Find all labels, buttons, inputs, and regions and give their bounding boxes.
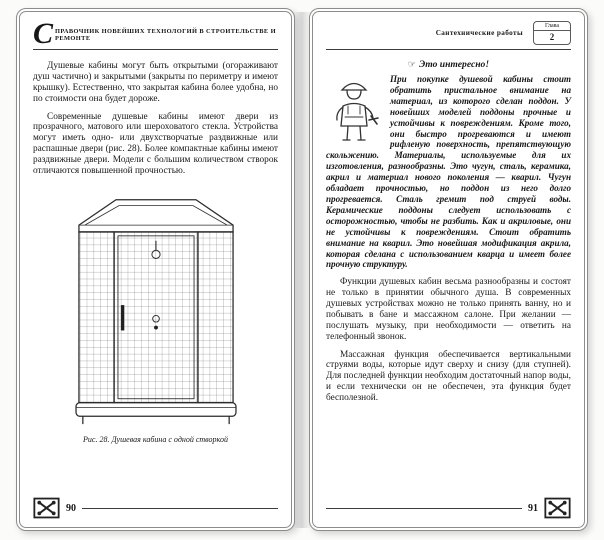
footer-rule-right bbox=[326, 508, 522, 509]
page-right-inner bbox=[312, 11, 585, 528]
interest-text: При покупке душевой кабины стоит обратить пристальное внимание на материал, из которого сделан поддон. У новейших моделей поддоны прочные и устойчивы к повреждениям. Кроме того, они быстро прогреваются и имеют рифленую поверхность, препятствующую скольжению. Материалы, используемые для их изготовления, разнообразны. Это чугун, сталь, керамика, акрил и материал нового поколения — кварил. Чугун обладает прочностью, но поддон из него долго прогревается. Сталь гремит под струей воды. Керамические поддоны следует использовать с осторожностью, чтобы не разбить. Как и акриловые, они не устойчивы к повреждениям. Стоит обратить внимание на кварил. Это новейшая модификация акрила, которая сделана с использованием кварца и имеет более прочную структуру. bbox=[326, 74, 571, 270]
interest-title bbox=[326, 59, 571, 70]
running-title-left: ПРАВОЧНИК НОВЕЙШИХ ТЕХНОЛОГИЙ В СТРОИТЕЛЬСТВЕ И РЕМОНТЕ bbox=[55, 28, 276, 42]
chapter-label: Глава bbox=[534, 22, 570, 31]
header-rule-right bbox=[326, 49, 571, 50]
paragraph: Функции душевых кабин весьма разнообразны и состоят не только в принятии обычного душа. В современных душевых устройствах можно не только принять ванну, но и побывать в бане и массажном салоне. При желании — послушать музыку, при необходимости — ответить на телефонный звонок. bbox=[326, 277, 571, 342]
right-footer bbox=[326, 491, 571, 519]
running-title-right: Сантехнические работы bbox=[435, 29, 523, 37]
crossed-tools-icon bbox=[33, 497, 60, 519]
plumber-icon bbox=[326, 76, 382, 144]
interest-body bbox=[326, 74, 571, 270]
figure-caption: Рис. 28. Душевая кабина с одной створкой bbox=[83, 434, 228, 444]
chapter-box bbox=[533, 21, 571, 45]
interest-title-text: Это интересно! bbox=[419, 59, 490, 70]
paragraph: Душевые кабины могут быть открытыми (огораживают душ частично) и закрытыми (закрыты по периметру и имеют крышку). Естественно, что закрытая кабина более удобна, но по стоимости она будет дороже. bbox=[33, 61, 278, 104]
page-right bbox=[309, 8, 588, 531]
left-footer bbox=[33, 491, 278, 519]
footer-rule-left bbox=[82, 508, 278, 509]
page-number-right: 91 bbox=[528, 502, 538, 514]
left-header bbox=[33, 17, 278, 50]
crossed-tools-icon bbox=[544, 497, 571, 519]
paragraph: Массажная функция обеспечивается вертикальными струями воды, которые идут сверху и снизу (для ступней). Для последней функции необходим достаточный напор воды, и если технически он не обеспечен, эта функция будет бесполезной. bbox=[326, 349, 571, 404]
header-drop-cap: С bbox=[33, 17, 54, 50]
page-number-left: 90 bbox=[66, 502, 76, 514]
page-left bbox=[16, 8, 295, 531]
paragraph: Современные душевые кабины имеют двери из прозрачного, матового или шероховатого стекла. Устройства могут иметь одно- или двухстворчатые раздвижные или распашные двери (рис. 28). Более компактные кабины имеют раздвижные двери. Модели с большим количеством створок отличаются повышенной прочностью. bbox=[33, 111, 278, 176]
page-left-inner bbox=[19, 11, 292, 528]
shower-cabin-illustration bbox=[72, 190, 240, 428]
chapter-number: 2 bbox=[549, 32, 555, 42]
right-header bbox=[326, 20, 571, 46]
header-rule-left bbox=[33, 49, 278, 50]
pointing-hand-icon: ☞ bbox=[407, 60, 416, 70]
